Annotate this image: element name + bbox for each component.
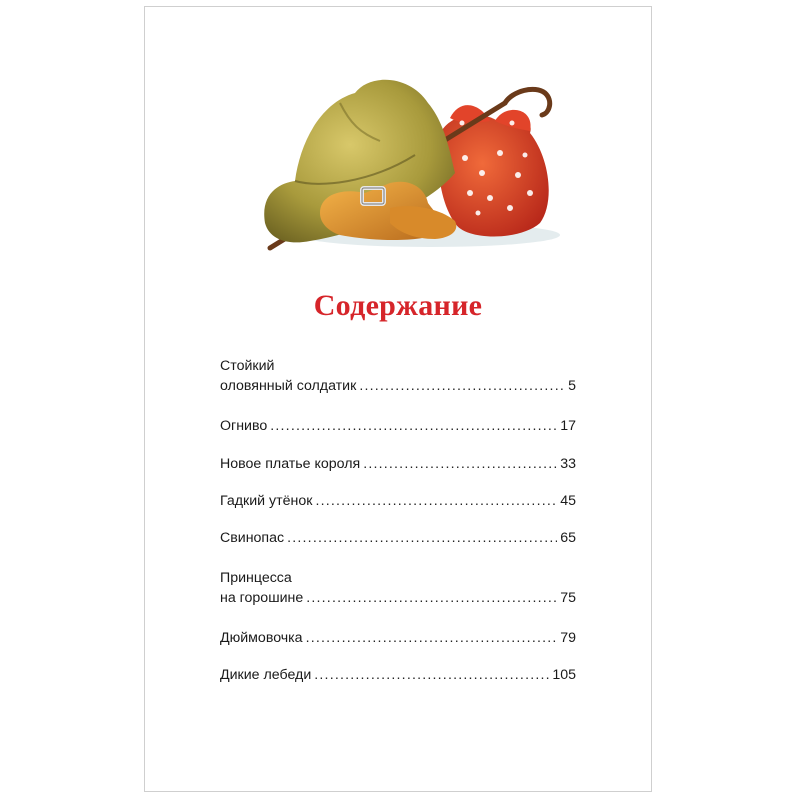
toc-entry[interactable] xyxy=(220,568,576,608)
toc-entry[interactable] xyxy=(220,416,576,436)
toc-page-number: 75 xyxy=(560,590,576,606)
dot-leader xyxy=(287,528,557,548)
dot-leader xyxy=(270,416,557,436)
toc-page-number: 5 xyxy=(568,378,576,394)
toc-entry[interactable] xyxy=(220,491,576,511)
toc-title: Дюймовочка xyxy=(220,630,303,646)
toc-entry[interactable] xyxy=(220,528,576,548)
toc-page-number: 45 xyxy=(560,493,576,509)
toc-title: оловянный солдатик xyxy=(220,378,357,394)
page-title: Содержание xyxy=(313,289,483,322)
toc-page-number: 79 xyxy=(560,630,576,646)
toc-first-line: Стойкий xyxy=(220,358,275,374)
hat-boots-bundle-illustration xyxy=(250,63,562,263)
toc-title: Огниво xyxy=(220,418,268,434)
toc-page-number: 105 xyxy=(552,667,576,683)
toc-entry[interactable] xyxy=(220,356,576,396)
dot-leader xyxy=(315,491,557,511)
toc-title: Свинопас xyxy=(220,530,285,546)
toc-title: Дикие лебеди xyxy=(220,667,312,683)
book-page xyxy=(144,6,652,792)
dot-leader xyxy=(359,376,565,396)
dot-leader xyxy=(306,588,557,608)
toc-title: на горошине xyxy=(220,590,304,606)
dot-leader xyxy=(363,454,557,474)
toc-title: Новое платье короля xyxy=(220,456,361,472)
toc-page-number: 65 xyxy=(560,530,576,546)
toc-page-number: 17 xyxy=(560,418,576,434)
toc-title: Гадкий утёнок xyxy=(220,493,313,509)
dot-leader xyxy=(306,628,558,648)
dot-leader xyxy=(314,665,549,685)
toc-page-number: 33 xyxy=(560,456,576,472)
toc-entry[interactable] xyxy=(220,665,576,685)
toc-entry[interactable] xyxy=(220,628,576,648)
toc-first-line: Принцесса xyxy=(220,570,292,586)
toc-entry[interactable] xyxy=(220,454,576,474)
